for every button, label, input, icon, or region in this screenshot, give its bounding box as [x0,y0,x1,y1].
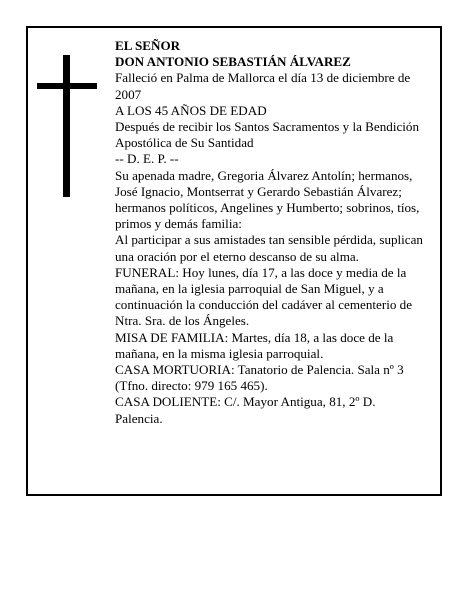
sacraments-line: Después de recibir los Santos Sacramentos y la Bendición Apostólica de Su Santidad [115,119,419,151]
family-mass-info: MISA DE FAMILIA: Martes, día 18, a las doce de la mañana, en la misma iglesia parroquial. [115,329,394,361]
deceased-name: DON ANTONIO SEBASTIÁN ÁLVAREZ [115,54,351,70]
age-line: A LOS 45 AÑOS DE EDAD [115,102,267,118]
prayer-request: Al participar a sus amistades tan sensible pérdida, suplican una oración por el eterno descanso de su alma. [115,232,423,264]
cross-horizontal-bar [37,83,97,89]
family-home-info: CASA DOLIENTE: C/. Mayor Antigua, 81, 2º D. Palencia. [115,394,376,426]
title-line-1: EL SEÑOR [115,38,181,53]
death-info: Falleció en Palma de Mallorca el día 13 de diciembre de 2007 [115,70,411,102]
funeral-home-info: CASA MORTUORIA: Tanatorio de Palencia. Sala nº 3 (Tfno. directo: 979 165 465). [115,362,404,394]
cross-vertical-bar [63,55,70,197]
latin-cross-icon [37,55,97,197]
obituary-text-block [115,38,425,427]
family-members: Su apenada madre, Gregoria Álvarez Antolín; hermanos, José Ignacio, Montserrat y Gerardo Sebastián Álvarez; hermanos políticos, Angelines y Humberto; sobrinos, tíos, primos y demás familia: [115,167,420,232]
funeral-info: FUNERAL: Hoy lunes, día 17, a las doce y media de la mañana, en la iglesia parroquial de San Miguel, y a continuación la conducción del cadáver al cementerio de Ntra. Sra. de los Ángeles. [115,264,413,329]
rip-line: -- D. E. P. -- [115,151,179,167]
